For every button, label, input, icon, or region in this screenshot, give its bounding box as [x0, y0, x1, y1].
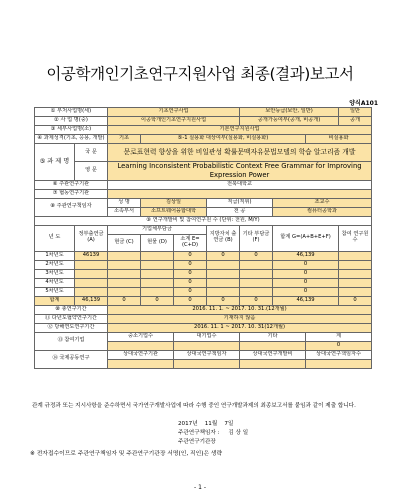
budget-other — [240, 287, 273, 296]
budget-sum-local: 0 — [207, 296, 240, 305]
project-type-value: 기초 — [108, 135, 141, 144]
korean-title-value: 문로표현력 향상을 위한 비일관성 확률문맥자유문법모델의 학습 알고리즘 개발 — [108, 144, 372, 162]
firms-sme-label: 중소기업수 — [108, 332, 174, 341]
disclosure-label: 공개가능여부(공개, 비공개) — [240, 117, 339, 126]
budget-kind — [141, 287, 174, 296]
pi-name-value: 김상일 — [141, 198, 207, 207]
budget-kind — [141, 251, 174, 260]
english-title-label: 영 문 — [75, 162, 108, 181]
budget-cash — [108, 269, 141, 278]
budget-row — [35, 251, 372, 260]
coop-institution-label: ⑦ 협동연구기관 — [35, 189, 108, 198]
budget-year: 1차년도 — [35, 251, 75, 260]
budget-local: 0 — [207, 251, 240, 260]
korean-title-label: 국 문 — [75, 144, 108, 162]
budget-sum-row — [35, 296, 372, 305]
budget-gov — [75, 278, 108, 287]
pi-position-value: 조교수 — [273, 198, 372, 207]
multiyear-label: ⑪ 다년도협약연구기간 — [35, 314, 108, 323]
budget-local — [207, 260, 240, 269]
security-value: 일반 — [339, 108, 372, 117]
current-period-label: ⑫ 당해연도연구기간 — [35, 323, 108, 332]
budget-kind — [141, 260, 174, 269]
budget-sum-staff: 0 — [339, 296, 372, 305]
budget-gov — [75, 287, 108, 296]
intl-institution-value — [108, 359, 174, 368]
budget-total: 0 — [273, 269, 339, 278]
firms-other-value — [240, 341, 306, 350]
submission-note: 관계 규정과 또는 지시사항을 준수하면서 국가연구개발사업에 따라 수행 중인 연구개발과제의 최종보고서를 붙임과 같이 제출 합니다. — [32, 403, 356, 409]
budget-sum-sub: 0 — [174, 296, 207, 305]
budget-sum-cash: 0 — [108, 296, 141, 305]
budget-total: 0 — [273, 278, 339, 287]
subprogram-label: ③ 세부사업명(소) — [35, 126, 108, 135]
budget-row — [35, 287, 372, 296]
lead-institution-value: 전북대학교 — [108, 180, 372, 189]
budget-year: 3차년도 — [35, 269, 75, 278]
budget-header-gov: 정부출연금 (A) — [75, 225, 108, 251]
firms-other-label: 기타 — [240, 332, 306, 341]
budget-sub: 0 — [174, 260, 207, 269]
program-value: 이공학개인기초연구지원사업 — [108, 117, 240, 126]
budget-header-private: 기업체부담금 — [108, 225, 207, 234]
budget-year: 2차년도 — [35, 260, 75, 269]
budget-staff — [339, 269, 372, 278]
budget-other — [240, 260, 273, 269]
intl-budget-label: 상대국연구개발비 — [240, 350, 306, 359]
intl-pi-value — [174, 359, 240, 368]
period-label: ⑩ 총연구기간 — [35, 305, 108, 314]
form-number: 양식A101 — [349, 100, 378, 107]
budget-staff — [339, 287, 372, 296]
budget-section-label: ⑨ 연구개발비 및 참여연구원 수 (단위: 천원, M/Y) — [35, 216, 372, 225]
project-type-label: ④ 과제성격(기초, 응용, 개발) — [35, 135, 108, 144]
electronic-submission-note: ※ 전자접수이므로 주관연구책임자 및 주관연구기관장 서명(인, 직인)은 생략 — [30, 451, 223, 457]
budget-year: 4차년도 — [35, 278, 75, 287]
budget-row — [35, 269, 372, 278]
budget-other: 0 — [240, 251, 273, 260]
budget-staff — [339, 278, 372, 287]
budget-cash — [108, 287, 141, 296]
budget-cash — [108, 260, 141, 269]
signature-head: 주관연구기관장 — [178, 439, 216, 445]
budget-other — [240, 278, 273, 287]
budget-gov — [75, 260, 108, 269]
budget-local — [207, 287, 240, 296]
firms-large-value — [174, 341, 240, 350]
ministry-label: ① 부처사업명(세) — [35, 108, 108, 117]
current-period-value: 2016. 11. 1 ~ 2017. 10. 31(12개월) — [108, 323, 372, 332]
intl-pi-count-label: 상대국연구책임자수 — [306, 350, 372, 359]
pi-major-value: 컴퓨터공학과 — [273, 207, 372, 216]
budget-sub: 0 — [174, 287, 207, 296]
coop-institution-value — [108, 189, 372, 198]
budget-staff — [339, 260, 372, 269]
budget-sum-gov: 46,139 — [75, 296, 108, 305]
page-title: 이공학개인기초연구지원사업 최종(결과)보고서 — [46, 65, 354, 83]
budget-header-cash: 현금 (C) — [108, 234, 141, 251]
budget-sub: 0 — [174, 278, 207, 287]
program-label: ② 사 업 명(중) — [35, 117, 108, 126]
firms-total-value: 0 — [306, 341, 372, 350]
budget-local — [207, 269, 240, 278]
pi-label: ⑧ 주관연구책임자 — [35, 198, 108, 216]
signature-pi: 주관연구책임자 : 김 상 일 — [178, 430, 249, 436]
intl-pi-label: 상대국연구책임자 — [174, 350, 240, 359]
budget-kind — [141, 278, 174, 287]
budget-total: 46,139 — [273, 251, 339, 260]
budget-header-total: 합계 G=(A+B+E+F) — [273, 225, 339, 251]
pi-position-label: 직급(직위) — [207, 198, 273, 207]
period-value: 2016. 11. 1. ~ 2017. 10. 31.(12개월) — [108, 305, 372, 314]
budget-sub: 0 — [174, 251, 207, 260]
budget-header-year: 년 도 — [35, 225, 75, 251]
budget-sum-kind: 0 — [141, 296, 174, 305]
pi-name-label: 성 명 — [108, 198, 141, 207]
firms-total-label: 계 — [306, 332, 372, 341]
security-label: 보안등급(보안, 일반) — [240, 108, 339, 117]
project-title-label: ⑤ 과 제 명 — [35, 144, 75, 181]
budget-other — [240, 269, 273, 278]
practical-label: ⑤-1 실용화 대상여부(실용화, 비실용화) — [141, 135, 306, 144]
report-form-table — [34, 107, 372, 369]
lead-institution-label: ⑥ 주관연구기관 — [35, 180, 108, 189]
budget-sum-year: 합계 — [35, 296, 75, 305]
budget-row — [35, 260, 372, 269]
pi-dept-value: 소프트웨어융합대학 — [141, 207, 207, 216]
disclosure-value: 공개 — [339, 117, 372, 126]
intl-institution-label: 상대국연구기관 — [108, 350, 174, 359]
budget-header-local: 지방자치 출연금 (B) — [207, 225, 240, 251]
budget-sub: 0 — [174, 269, 207, 278]
firms-label: ⑬ 참여기업 — [35, 332, 108, 350]
submission-date: 2017년 11월 7일 — [178, 421, 234, 427]
page-number: - 1 - — [194, 484, 206, 491]
english-title-value: Learning Inconsistent Probabilistic Context Free Grammar for Improving Expression Power — [108, 162, 372, 181]
pi-dept-label: 소속부서 — [108, 207, 141, 216]
budget-staff — [339, 251, 372, 260]
signature-block — [178, 420, 248, 447]
budget-cash — [108, 278, 141, 287]
budget-sum-total: 46,139 — [273, 296, 339, 305]
budget-header-other: 기타 부담금 (F) — [240, 225, 273, 251]
budget-row — [35, 278, 372, 287]
budget-gov: 46139 — [75, 251, 108, 260]
practical-value: 비실용화 — [306, 135, 372, 144]
budget-header-staff: 참여 연구원수 — [339, 225, 372, 251]
budget-header-kind: 현물 (D) — [141, 234, 174, 251]
multiyear-value: 기재하지 않음 — [108, 314, 372, 323]
firms-sme-value — [108, 341, 174, 350]
budget-cash — [108, 251, 141, 260]
pi-major-label: 전 공 — [207, 207, 273, 216]
firms-large-label: 대기업수 — [174, 332, 240, 341]
intl-coop-label: ⑭ 국제공동연구 — [35, 350, 108, 368]
ministry-value: 기초연구사업 — [108, 108, 240, 117]
budget-total: 0 — [273, 260, 339, 269]
budget-gov — [75, 269, 108, 278]
budget-sum-other: 0 — [240, 296, 273, 305]
budget-kind — [141, 269, 174, 278]
budget-local — [207, 278, 240, 287]
intl-pi-count-value — [306, 359, 372, 368]
budget-total: 0 — [273, 287, 339, 296]
subprogram-value: 기본연구지원사업 — [108, 126, 372, 135]
budget-header-sub: 소계 E=(C+D) — [174, 234, 207, 251]
intl-budget-value — [240, 359, 306, 368]
budget-year: 5차년도 — [35, 287, 75, 296]
